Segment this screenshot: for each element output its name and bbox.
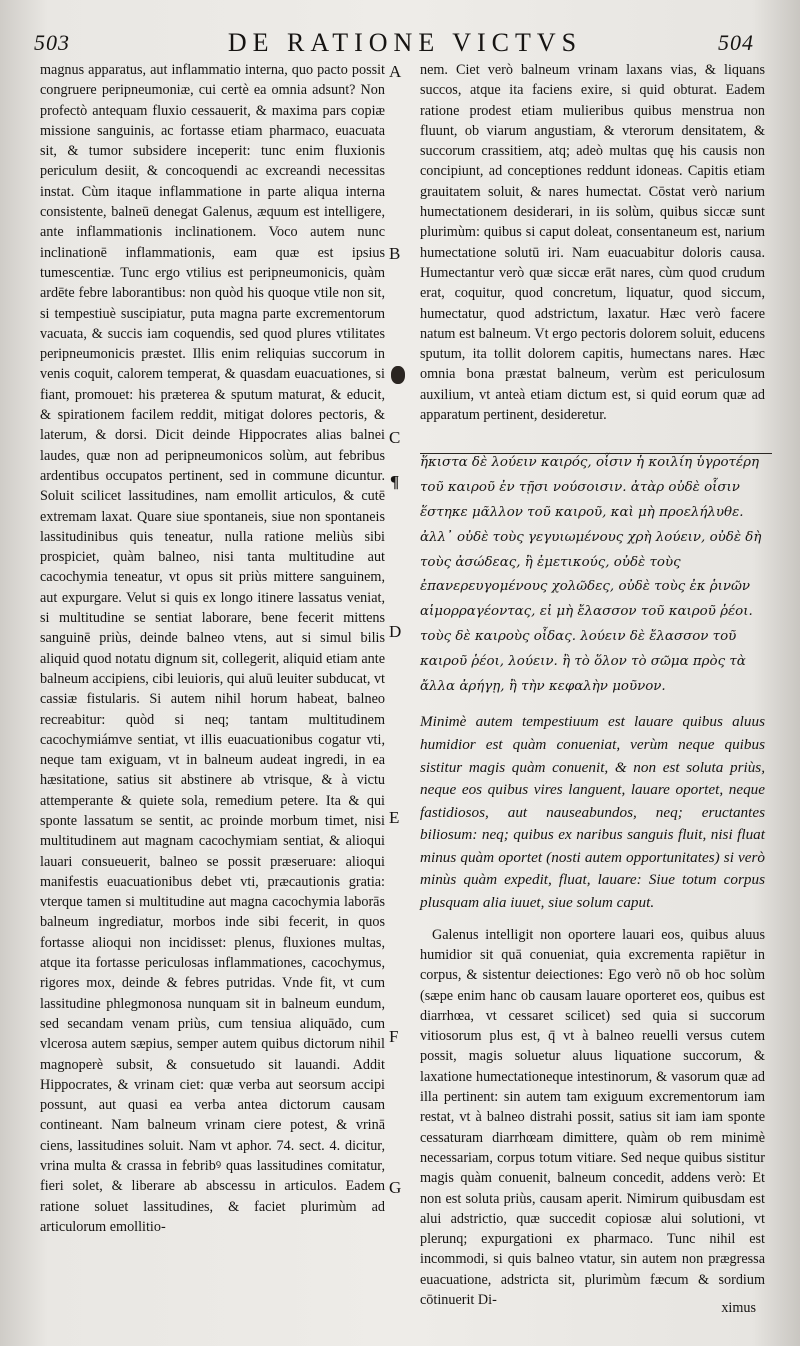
right-column: [420, 60, 765, 1310]
italic-translation: Minimè autem tempestiuum est lauare quibus aluus humidior est quàm conueniat, verùm neque quibus sistitur magis quàm conuenit, & non est soluta priùs, neque eos quibus vires languent, lauare oportet, neque fastidiosos, aut nauseabundos, neq; eructantes biliosum: neq; quibus ex naribus sanguis fluit, nisi fluat minus quàm oportet (nosti autem opportunitates) si verò minùs quàm expedit, fluat, lauare: Siue totum corpus plusquam alia iuuet, siue solum caput.: [420, 713, 765, 912]
right-column-text: nem. Ciet verò balneum vrinam laxans vias, & liquans succos, atque ita faciens exire, si quid obturat. Eadem ratione prodest etiam mulieribus quibus menstrua non fluunt, ob viarum angustiam, & vterorum densitatem, & succorum crassitiem, atq; adeò multas quę his causis non concipiunt, ad conceptiones reddunt idoneas. Capitis etiam grauitatem soluit, & nares humectat. Cōstat verò narium humectationem desiderari, in iis solùm, quibus siccæ sunt plurimùm: quibus si caput doleat, consentaneum est, narium humectatione solutū iri. Nam euacuabitur doloris causa. Humectantur verò quæ siccæ erāt nares, cùm quod crudum erat, coquitur, quod concretum, liquatur, quod siccum, humectatur, quod adstrictum, laxatur. Hæc verò facere natum est balneum. Vt ergo pectoris dolorem soluit, educens sputum, ita tollit dolorem capitis, humectans nares. Hæc omnia bona præstat balneum, verùm est periculosum auxilium, vt anteà etiam dictum est, si quid eorum quæ ad apparatum pertinent, desideretur.: [420, 62, 765, 424]
section-rule: [420, 453, 772, 454]
margin-letter-a: A: [389, 62, 402, 81]
margin-letter-d: D: [389, 622, 402, 641]
folio-left: 503: [34, 30, 70, 55]
hand-mark: ¶: [390, 472, 400, 491]
folio-right: 504: [718, 30, 754, 55]
margin-letter-f: F: [389, 1027, 399, 1046]
greek-text: ἥκιστα δὲ λούειν καιρός, οἷσιν ἡ κοιλίη ὑγροτέρη τοῦ καιροῦ ἐν τῇσι νούσοισιν. ἀτὰρ οὐδὲ οἷσιν ἕστηκε μᾶλλον τοῦ καιροῦ, καὶ μὴ προελήλυθε. ἀλλ᾽ οὐδὲ τοὺς γεγυιωμένους χρὴ λούειν, οὐδὲ δὴ τοὺς ἀσώδεας, ἢ ἐμετικούς, οὐδὲ τοὺς ἐπανερευγομένους χολῶδες, οὐδὲ τοὺς ἐκ ῥινῶν αἱμορραγέοντας, εἰ μὴ ἔλασσον τοῦ καιροῦ ῥέοι. τοὺς δὲ καιροὺς οἶδας. λούειν δὲ ἔλασσον τοῦ καιροῦ ῥέοι, λούειν. ἢ τὸ ὅλον τὸ σῶμα πρὸς τὰ ἄλλα ἀρήγῃ, ἢ τὴν κεφαλὴν μοῦνον.: [420, 455, 762, 694]
margin-letter-b: B: [389, 244, 401, 263]
commentary-text: Galenus intelligit non oportere lauari eos, quibus aluus humidior sit quā conueniat, quia excrementa rapiētur in corpus, & sistentur deiectiones: Ego verò nō ob hoc solùm (sæpe enim hanc ob causam lauare oporteret eos, quibus est diarrhœa, vt cessaret scilicet) sed quia si succorum vitiosorum plus est, q̄ vt à balneo reuelli versus cutem possit, magis soluetur aluus liquatione succorum, & laxatione humectationeque intestinorum, & vasorum quæ ad illa pertinent: sin autem tam exiguum excrementorum iam restat, vt à balneo distrahi possit, satius sit iam iam sponte cessaturam diarrhœam dimittere, quàm ob rem minimè necessariam, corpus totum vitiare. Sed neque quibus sistitur magis quàm conuenit, balneum concedit, addens verò: Et non est soluta priùs, causam aperit. Nimirum quibusdam est alui adstrictio, quæ succedit copiosæ alui solutioni, vt plerunq; expurgationi ex pharmaco. Tunc nihil est incommodi, si quis balneo vtatur, sin autem non prægressa euacuatione, adstricta sit, plurimùm fæcum & sordium cōtinuerit Di-: [420, 926, 765, 1308]
margin-letter-g: G: [389, 1178, 402, 1197]
margin-letter-e: E: [389, 808, 400, 827]
ink-smudge: [391, 366, 405, 384]
left-column: [40, 60, 385, 1237]
margin-letter-c: C: [389, 428, 401, 447]
left-column-text: magnus apparatus, aut inflammatio interna, quo pacto possit congruere peripneumoniæ, cui certè ea omnia adsunt? Non profectò antequam fluxio cessauerit, & maxima pars copiæ missione sanguinis, ac fortasse etiam pharmaco, euacuata sit, & tumor subsidere inceperit: tunc enim fluxionis periculum desiit, & concoquendi ac excreandi necessitas instat. Cùm itaque inflammatione in parte aliqua interna consistente, balneū denegat Galenus, æquum est intelligere, ante inflammationis inclinationem. Voco autem nunc inclinationē inflammationis, eam quæ est ipsius tumescentiæ. Tunc ergo vtilius est peripneumonicis, quàm ardēte febre laborantibus: non quòd his quoque vtile non sit, si tempestiuè suscipiatur, puta magna parte excrementorum vacuata, & succis iam coquendis, sed quod plures vtilitates peripneumonicis præstet. Illis enim reliquias succorum in venis coquit, calorem temperat, & quasdam euacuationes, si fiant, promouet: his præterea & sputum maturat, & educit, & spirationem facilem reddit, mitigat dolores pectoris, & laterum, & dorsi. Dicit deinde Hippocrates alias balnei laudes, quæ non ad peripneumonicos solùm, aut febribus ardentibus occupatos pertinent, sed in commune dicuntur. Soluit scilicet lassitudines, nam emollit articulos, & cutē extremam laxat. Quare siue spontaneis, siue non spontaneis lassitudinibus quis teneatur, nulla ratione meliùs sibi prospiciet, quàm balneo, nisi tanta multitudine aut cacochymia teneatur, vt opus sit priùs mittere sanguinem, aut expurgare. Velut si quis ex longo itinere lassatus veniat, si multitudine se sentiat laborare, bene fecerit mittens sanguinē priùs, deinde balneo vtens, aut si simul bilis aliquid quod notatu dignum sit, collegerit, aliquid etiam ante balneum accipiens, cibi leuioris, qui aluū leuiter subducat, vt cassiæ fistularis. Si autem nihil horum habeat, balneo recreabitur: quòd si neq; tantam multitudinem cacochymiámve sentiat, vt illis euacuationibus cogatur vti, neque tam exiguam, vt in balneum audeat ingredi, in ea hæsitatione, satius sit abstinere ab vtrisque, & à victu attemperante & quiete sola, remedium petere. Ita & qui sponte lassatum se sentit, ac proinde morbum timet, nisi multitudinem aut magnam cacochymiam sentiat, & alioqui lauari consueuerit, balneo se possit præseruare: alioqui manifestis euacuationibus debet vti, præcautionis gratia: vterque tamen si multitudine aut magna cacochymia laborās balneum ingrediatur, morbos inde sibi fecerit, in quos fortasse alioqui non incidisset: plenus, fluxiones multas, atque ita fortasse periculosas inflammationes, cacochymus, rigores mox, deinde & febres putridas. Vnde fit, vt cum lassitudine phlegmonosa nunquam sit in balneum eundum, sed secandam venam priùs, cum tensiua aliquādo, cum vlcerosa autem sæpius, semper autem quibus dictorum nihil magnoperè subsit, & consuetudo sit lauandi. Addit Hippocrates, & vrinam ciet: quæ verba aut seorsum accipi possunt, aut quasi ea verba antea dictorum causam contineant. Nam balneum vrinam ciere potest, & vrinā ciens, lassitudines soluit. Nam vt aphor. 74. sect. 4. dicitur, vrina multa & crassa in febribꝰ quas lassitudines comitatur, fieri solet, & liberare ab abscessu in articulos. Eadem ratione soluet lassitudines, & faciet plurimùm ad articulorum emollitio-: [40, 62, 385, 1235]
catchword: ximus: [721, 1300, 756, 1316]
running-header: DE RATIONE VICTVS: [227, 28, 583, 57]
